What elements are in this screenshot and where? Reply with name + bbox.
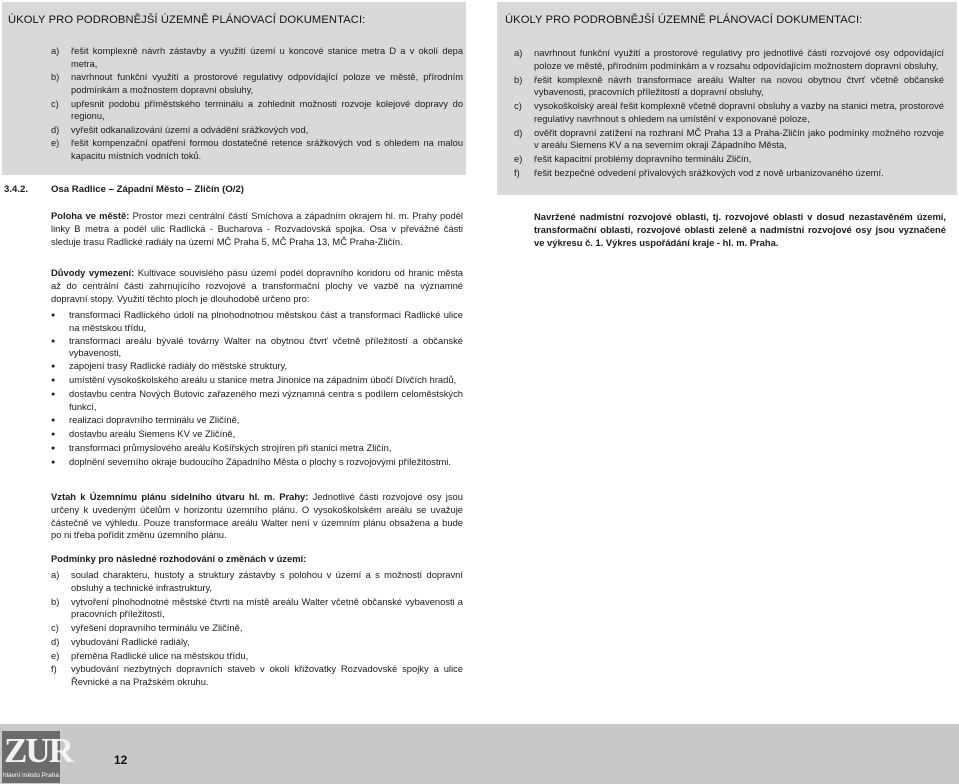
- right-header-title: ÚKOLY PRO PODROBNĚJŠÍ ÚZEMNĚ PLÁNOVACÍ DOKUMENTACI:: [505, 14, 863, 26]
- list-item: c) vysokoškolský areál řešit komplexně včetně dopravní obsluhy a vazby na stanici metra, prostorové regulativy navrhnout s ohledem na umístění v exponované poloze,: [514, 100, 944, 124]
- list-item: a) řešit komplexně návrh zástavby a využití území u koncové stanice metra D a v okolí depa metra,: [51, 46, 463, 69]
- list-item: ● dostavbu areálu Siemens KV ve Zličíně,: [51, 428, 463, 442]
- footer-bar: [0, 724, 959, 784]
- location-paragraph: [51, 210, 463, 248]
- page-number: 12: [114, 753, 128, 767]
- bullet-icon: ●: [51, 391, 56, 399]
- section-number: 3.4.2.: [4, 184, 29, 195]
- list-item: c) upřesnit podobu příměstského terminálu a zohlednit možnosti rozvoje kolejové dopravy do regionu,: [51, 98, 463, 122]
- location-text: Prostor mezi centrální částí Smíchova a západním okrajem hl. m. Prahy podél linky B metra a podél ulic Radlická - Bucharova - Rozvadovská spojka. Osa v převážné části sleduje trasu Radlické radiály na území MČ Praha 5, MČ Praha 13, MČ Praha-Zličín.: [51, 210, 463, 247]
- list-item: ● transformaci areálu bývalé továrny Walter na obytnou čtvrť včetně příležitostí a občanské vybavenosti,: [51, 334, 463, 359]
- left-header-title: ÚKOLY PRO PODROBNĚJŠÍ ÚZEMNĚ PLÁNOVACÍ DOKUMENTACI:: [8, 14, 366, 26]
- bullet-icon: ●: [51, 416, 56, 424]
- reasons-text: Kultivace souvislého pásu území podél dopravního koridoru od hranic města až do centrální části zahrnujícího rozvojové a transformační plochy ve vazbě na významné dopravní stopy. Využití těchto ploch je dlouhodobě určeno pro:: [51, 267, 463, 304]
- zoning-relation-paragraph: [51, 491, 463, 542]
- list-item: ● transformaci Radlického údolí na plnohodnotnou městskou část a transformaci Radlické ulice na městskou třídu,: [51, 309, 463, 333]
- bullet-icon: ●: [51, 363, 56, 371]
- conditions-heading: Podmínky pro následné rozhodování o změnách v území:: [51, 553, 307, 564]
- list-item: f) řešit bezpečné odvedení přívalových srážkových vod z nově urbanizovaného území.: [514, 167, 884, 179]
- conditions-list: [51, 569, 463, 690]
- right-task-list: [514, 47, 944, 181]
- purpose-bullet-list: [51, 309, 463, 470]
- list-item: a) navrhnout funkční využití a prostorové regulativy pro jednotlivé části rozvojové osy odpovídající poloze ve městě, přírodním podmínkám a v rozsahu odpovídajícím možnostem dopravní obsluhy,: [514, 47, 944, 71]
- list-item: e) řešit kapacitní problémy dopravního terminálu Zličín,: [514, 153, 752, 165]
- list-item: f) vybudování nezbytných dopravních staveb v okolí křižovatky Rozvadovské spojky a ulice Řevnické a na Pražském okruhu.: [51, 663, 463, 688]
- section-title: Osa Radlice – Západní Město – Zličín (O/2): [51, 184, 244, 195]
- zoning-relation-label: Vztah k Územnímu plánu sídelního útvaru hl. m. Prahy:: [51, 491, 309, 502]
- reasons-paragraph: [51, 267, 463, 305]
- list-item: c) vyřešení dopravního terminálu ve Zličíně,: [51, 622, 243, 634]
- reasons-label: Důvody vymezení:: [51, 267, 135, 278]
- list-item: e) řešit kompenzační opatření formou dostatečné retence srážkových vod s ohledem na malou kapacitu místních vodních toků.: [51, 138, 463, 162]
- right-note: Navržené nadmístní rozvojové oblasti, tj. rozvojové oblasti v dosud nezastavěném území, transformační oblasti, rozvojové oblasti zeleně a nadmístní rozvojové osy jsou vyznačené ve výkresu č. 1. Výkres uspořádání kraje - hl. m. Praha.: [534, 211, 946, 248]
- list-item: ● dostavbu centra Nových Butovic zařazeného mezi významná centra s podílem celoměstských funkcí,: [51, 388, 463, 412]
- logo-subtitle: hlavní město Praha: [3, 772, 60, 779]
- list-item: ● doplnění severního okraje budoucího Západního Města o plochy s rozvojovými příležitostmi.: [51, 456, 463, 470]
- list-item: d) vybudování Radlické radiály,: [51, 635, 190, 647]
- logo-text: ZUR: [4, 731, 72, 770]
- zoning-relation-text: Jednotlivé části rozvojové osy jsou určeny k uvedeným účelům v horizontu územního plánu. O vysokoškolském areálu se uvažuje částečně ve výhledu. Pouze transformace areálu Walter není v územním plánu obsažena a bude po ni třeba pořídit změnu územního plánu.: [51, 491, 463, 541]
- bullet-icon: ●: [51, 444, 56, 452]
- location-label: Poloha ve městě:: [51, 210, 130, 221]
- list-item: a) soulad charakteru, hustoty a struktury zástavby s polohou v území a s možností dopravní obsluhy a technické infrastruktury,: [51, 569, 463, 593]
- list-item: b) řešit komplexně návrh transformace areálu Walter na novou obytnou čtvrť včetně občanské vybavenosti, pracovních příležitostí a dopravní obsluhy,: [514, 73, 944, 98]
- list-item: ● umístění vysokoškolského areálu u stanice metra Jinonice na západním úbočí Dívčích hradů,: [51, 374, 463, 388]
- list-item: b) navrhnout funkční využití a prostorové regulativy odpovídající poloze ve městě, přírodním podmínkám a možnostem dopravní obsluhy,: [51, 72, 463, 95]
- list-item: ● zapojení trasy Radlické radiály do městské struktury,: [51, 360, 463, 374]
- bullet-icon: ●: [51, 377, 56, 385]
- list-item: d) vyřešit odkanalizování území a odvádění srážkových vod,: [51, 124, 309, 135]
- list-item: b) vytvoření plnohodnotné městské čtvrti na místě areálu Walter včetně občanské vybavenosti a pracovních příležitostí,: [51, 595, 463, 620]
- bullet-icon: ●: [51, 458, 56, 466]
- left-task-list: [51, 45, 463, 164]
- bullet-icon: ●: [51, 430, 56, 438]
- list-item: d) ověřit dopravní zatížení na rozhraní MČ Praha 13 a Praha-Zličín jako podmínky možného rozvoje v areálu Siemens KV a na severním okraji Západního Města,: [514, 126, 944, 151]
- list-item: ● realizaci dopravního terminálu ve Zličíně,: [51, 414, 463, 428]
- bullet-icon: ●: [51, 337, 56, 345]
- bullet-icon: ●: [51, 312, 56, 319]
- list-item: e) přeměna Radlické ulice na městskou třídu,: [51, 649, 249, 661]
- list-item: ● transformaci průmyslového areálu Košířských strojíren při stanici metra Zličín,: [51, 442, 463, 456]
